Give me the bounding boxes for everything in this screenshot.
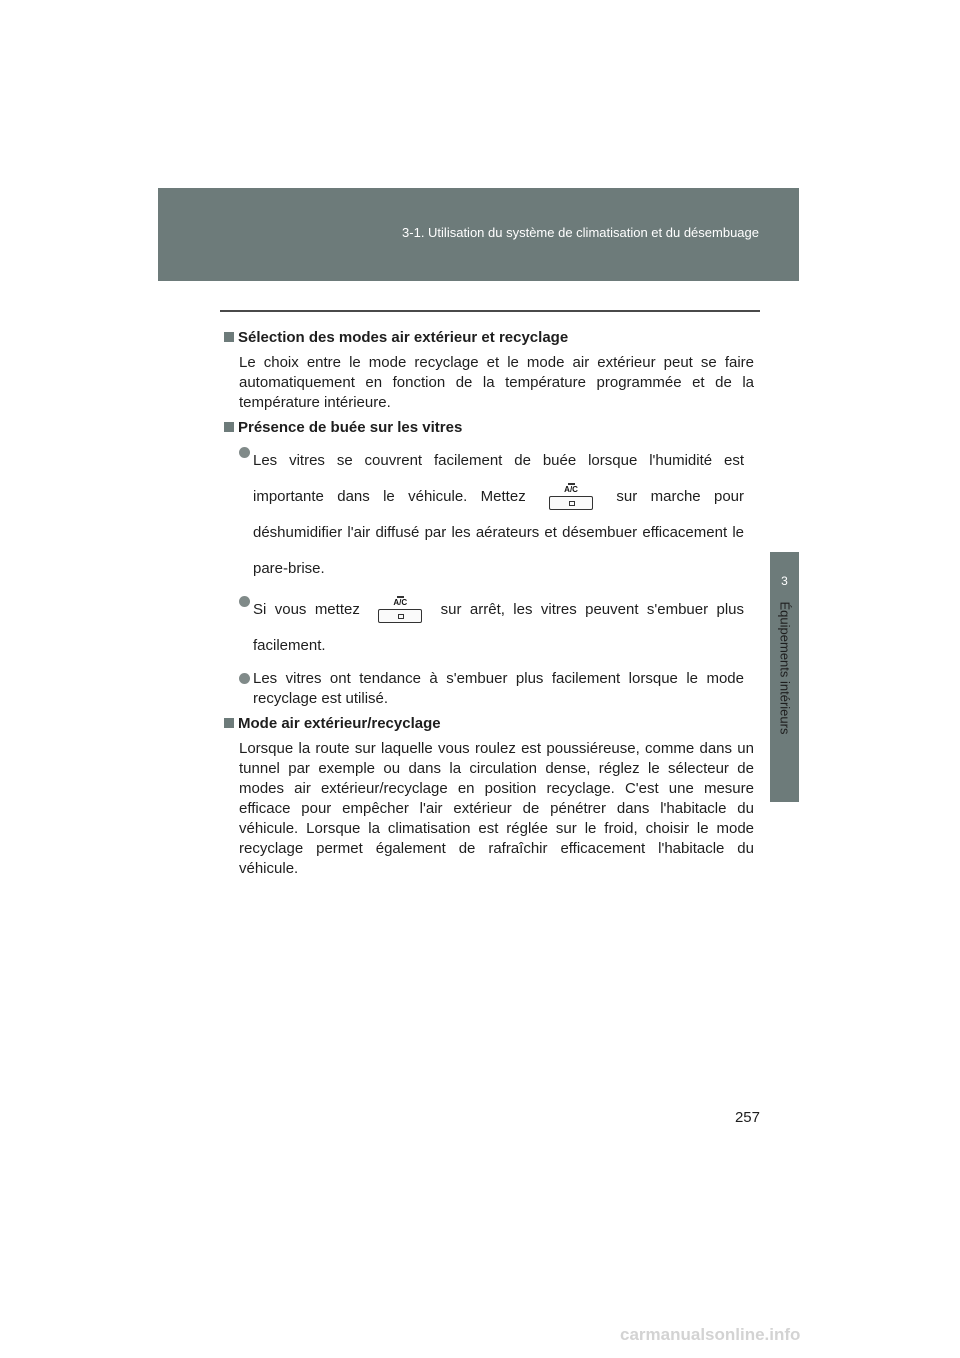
- ac-button-icon: [549, 482, 593, 512]
- square-bullet-icon: [224, 332, 234, 342]
- section-paragraph: Le choix entre le mode recyclage et le mode air extérieur peut se faire automatiquement en fonction de la température programmée et de la température intérieure.: [239, 354, 754, 411]
- button-face: [378, 609, 422, 623]
- round-bullet-icon: [239, 447, 250, 458]
- round-bullet-icon: [239, 673, 250, 684]
- watermark: carmanualsonline.info: [620, 1325, 801, 1344]
- list-item: [239, 443, 744, 587]
- section-heading: [224, 328, 754, 348]
- chapter-label: Équipements intérieurs: [777, 601, 793, 735]
- top-divider: [220, 310, 760, 312]
- section-title: 3-1. Utilisation du système de climatisation et du désembuage: [402, 225, 759, 240]
- square-bullet-icon: [224, 718, 234, 728]
- list-item-text: Les vitres se couvrent facilement de buée lorsque l'humidité est importante dans le véhicule. Mettez: [253, 452, 744, 505]
- list-item-text: sur marche pour déshumidifier l'air diffusé par les aérateurs et désembuer efficacement le pare-brise.: [253, 488, 745, 577]
- button-face: [549, 496, 593, 510]
- page-content: [224, 328, 754, 884]
- round-bullet-icon: [239, 596, 250, 607]
- section-heading: [224, 714, 754, 734]
- ac-button-label: A/C: [393, 598, 408, 608]
- list-item: [239, 669, 744, 709]
- ac-button-label: A/C: [564, 485, 578, 495]
- list-item-text: sur arrêt, les vitres peuvent s'embuer plus facilement.: [253, 601, 745, 654]
- heading-text: Mode air extérieur/recyclage: [238, 715, 441, 732]
- list-item-text: Si vous mettez: [253, 601, 360, 618]
- page-number: 257: [734, 1109, 760, 1126]
- section-heading: [224, 418, 754, 438]
- heading-text: Présence de buée sur les vitres: [238, 419, 463, 436]
- square-bullet-icon: [224, 422, 234, 432]
- ac-button-icon: [378, 595, 422, 625]
- heading-text: Sélection des modes air extérieur et recyclage: [238, 329, 569, 346]
- chapter-number: 3: [781, 574, 788, 588]
- list-item-text: Les vitres ont tendance à s'embuer plus facilement lorsque le mode recyclage est utilisé.: [253, 670, 744, 707]
- list-item: [239, 592, 744, 664]
- section-paragraph: Lorsque la route sur laquelle vous roulez est poussiéreuse, comme dans un tunnel par exemple ou dans la circulation dense, réglez le sélecteur de modes air extérieur/recyclage en position recyclage. C'est une mesure efficace pour empêcher l'air extérieur de pénétrer dans l'habitacle du véhicule. Lorsque la climatisation est réglée sur le froid, choisir le mode recyclage permet également de rafraîchir efficacement l'habitacle du véhicule.: [239, 740, 754, 877]
- header-band: [158, 188, 799, 281]
